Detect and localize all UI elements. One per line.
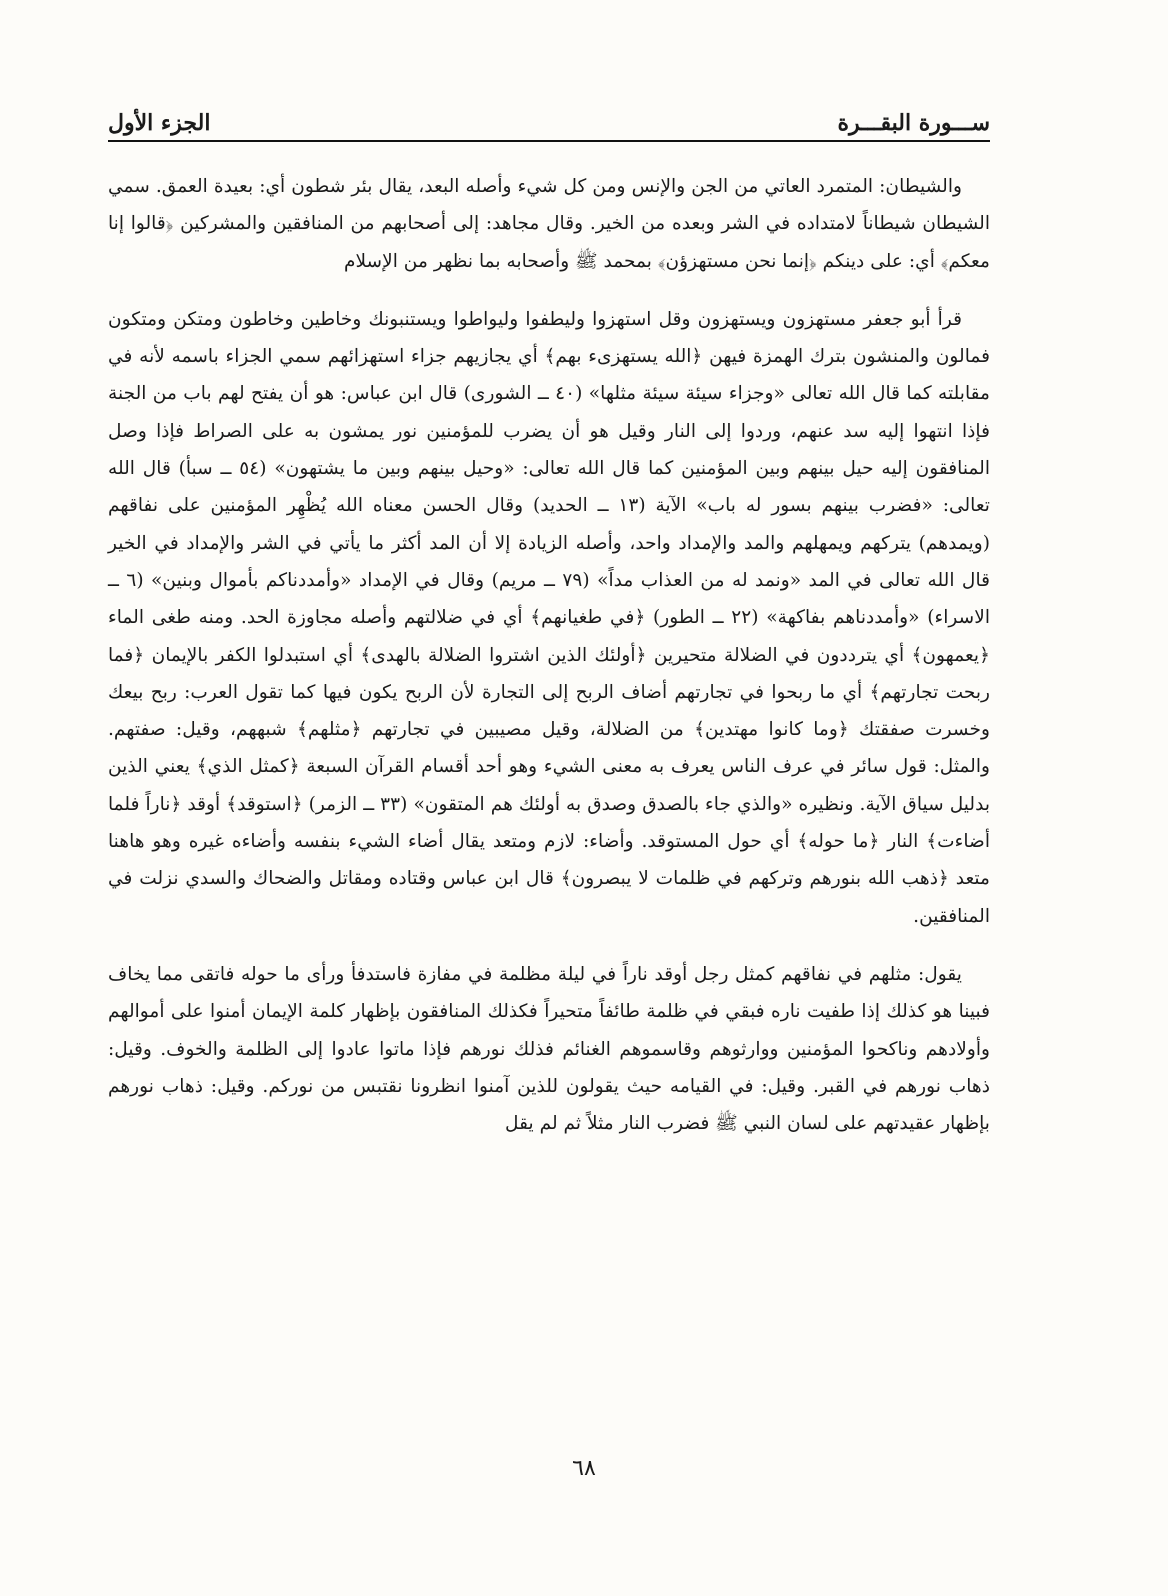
header-divider xyxy=(108,140,990,142)
paragraph-1: والشيطان: المتمرد العاتي من الجن والإنس ومن كل شيء وأصله البعد، يقال بئر شطون أي: بعيدة العمق. سمي الشيطان شيطاناً لامتداده في الشر وبعده من الخير. وقال مجاهد: إلى أصحابهم من المنافقين والمشركين ﴿قالوا إنا معكم﴾ أي: على دينكم ﴿إنما نحن مستهزؤن﴾ بمحمد ﷺ وأصحابه بما نظهر من الإسلام xyxy=(108,176,990,272)
page-header xyxy=(108,100,990,136)
paragraph-2: قرأ أبو جعفر مستهزون ويستهزون وقل استهزوا وليطفوا وليواطوا ويستنبونك وخاطين وخاطون ومتكن ومتكون فمالون والمنشون بترك الهمزة فيهن ﴿الله يستهزىء بهم﴾ أي يجازيهم جزاء استهزائهم سمي الجزاء باسمه لأنه في مقابلته كما قال الله تعالى «وجزاء سيئة سيئة مثلها» (٤٠ ــ الشورى) قال ابن عباس: هو أن يفتح لهم باب من الجنة فإذا انتهوا إليه سد عنهم، وردوا إلى النار وقيل هو أن يضرب للمؤمنين نور يمشون به على الصراط فإذا وصل المنافقون إليه حيل بينهم وبين المؤمنين كما قال الله تعالى: «وحيل بينهم وبين ما يشتهون» (٥٤ ــ سبأ) قال الله تعالى: «فضرب بينهم بسور له باب» الآية (١٣ ــ الحديد) وقال الحسن معناه الله يُظْهِر المؤمنين على نفاقهم (ويمدهم) يتركهم ويمهلهم والمد والإمداد واحد، وأصله الزيادة إلا أن المد أكثر ما يأتي في الشر والإمداد في الخير قال الله تعالى في المد «ونمد له من العذاب مداً» (٧٩ ــ مريم) وقال في الإمداد «وأمددناكم بأموال وبنين» (٦ ــ الاسراء) «وأمددناهم بفاكهة» (٢٢ ــ الطور) ﴿في طغيانهم﴾ أي في ضلالتهم وأصله مجاوزة الحد. ومنه طغى الماء ﴿يعمهون﴾ أي يترددون في الضلالة متحيرين ﴿أولئك الذين اشتروا الضلالة بالهدى﴾ أي استبدلوا الكفر بالإيمان ﴿فما ربحت تجارتهم﴾ أي ما ربحوا في تجارتهم أضاف الربح إلى التجارة لأن الربح يكون فيها كما تقول العرب: ربح بيعك وخسرت صفقتك ﴿وما كانوا مهتدين﴾ من الضلالة، وقيل مصيبين في تجارتهم ﴿مثلهم﴾ شبههم، وقيل: صفتهم. والمثل: قول سائر في عرف الناس يعرف به معنى الشيء وهو أحد أقسام القرآن السبعة ﴿كمثل الذي﴾ يعني الذين بدليل سياق الآية. ونظيره «والذي جاء بالصدق وصدق به أولئك هم المتقون» (٣٣ ــ الزمر) ﴿استوقد﴾ أوقد ﴿ناراً فلما أضاءت﴾ النار ﴿ما حوله﴾ أي حول المستوقد. وأضاء: لازم ومتعد يقال أضاء الشيء بنفسه وأضاءه غيره وهو هاهنا متعد ﴿ذهب الله بنورهم وتركهم في ظلمات لا يبصرون﴾ قال ابن عباس وقتاده ومقاتل والضحاك والسدي نزلت في المنافقين. xyxy=(108,308,991,927)
paragraph-3: يقول: مثلهم في نفاقهم كمثل رجل أوقد ناراً في ليلة مظلمة في مفازة فاستدفأ ورأى ما حوله فاتقى مما يخاف فبينا هو كذلك إذا طفيت ناره فبقي في ظلمة طائفاً متحيراً فكذلك المنافقون بإظهار كلمة الإيمان أمنوا على أموالهم وأولادهم وناكحوا المؤمنين ووارثوهم وقاسموهم الغنائم فذلك نورهم فإذا ماتوا عادوا إلى الظلمة والخوف. وقيل: ذهاب نورهم في القبر. وقيل: في القيامه حيث يقولون للذين آمنوا انظرونا نقتبس من نوركم. وقيل: ذهاب نورهم بإظهار عقيدتهم على لسان النبي ﷺ فضرب النار مثلاً ثم لم يقل xyxy=(108,963,990,1135)
surah-title: ســـورة البقـــرة xyxy=(837,110,990,136)
body-text xyxy=(108,168,990,1142)
part-label: الجزء الأول xyxy=(108,110,211,136)
page-number: ٦٨ xyxy=(572,1456,596,1481)
